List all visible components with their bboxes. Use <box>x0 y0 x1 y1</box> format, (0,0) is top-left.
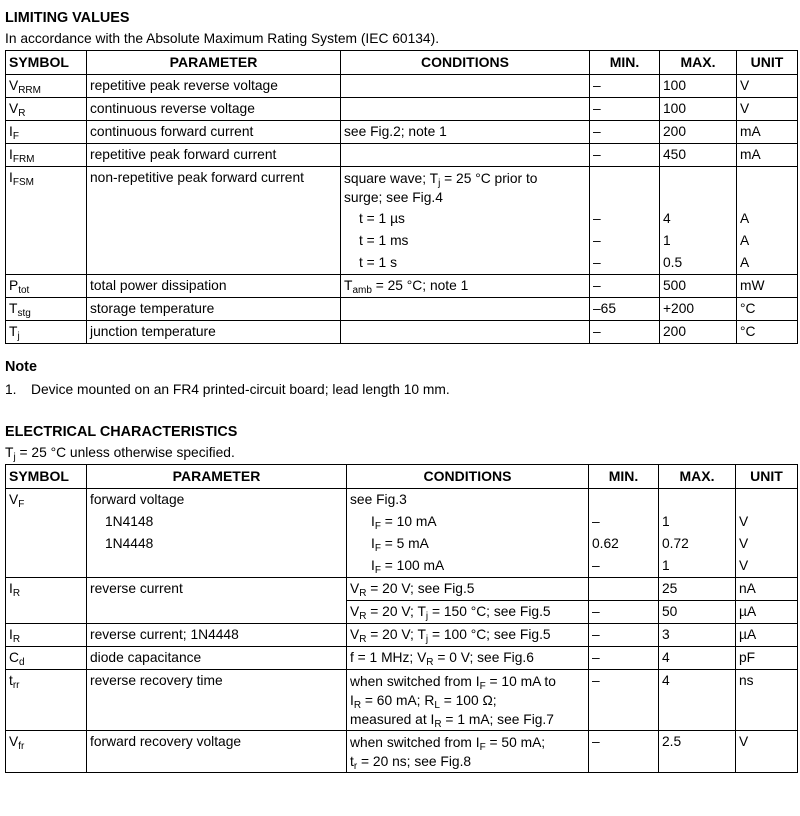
table-row <box>6 731 798 773</box>
unit-cell: µA <box>736 624 798 647</box>
min-cell: – <box>589 670 659 731</box>
unit-cell: ns <box>736 670 798 731</box>
note-text: 1. Device mounted on an FR4 printed-circuit board; lead length 10 mm. <box>5 382 450 397</box>
conditions-cell: when switched from $I_F = 10$ mA to $I_R = 60$ mA; $R_L = 100$ Ω; measured at $I_R = 1$ mA; see Fig.7 <box>347 670 589 731</box>
parameter-cell: reverse current <box>87 578 347 601</box>
symbol-cell: $I_{FSM}$ <box>6 167 87 209</box>
conditions-cell <box>341 98 590 121</box>
parameter-cell: forward voltage <box>87 489 347 512</box>
unit-cell: pF <box>736 647 798 670</box>
min-cell <box>590 167 660 209</box>
parameter-cell: repetitive peak forward current <box>87 144 341 167</box>
col-min: MIN. <box>589 465 659 489</box>
table-row <box>6 98 798 121</box>
electrical-title: ELECTRICAL CHARACTERISTICS <box>5 424 238 440</box>
max-cell: 25 <box>659 578 736 601</box>
max-cell: 1 <box>660 230 737 252</box>
unit-cell: µA <box>736 601 798 624</box>
symbol-cell: $V_{RRM}$ <box>6 75 87 98</box>
table-row <box>6 601 798 624</box>
table-row <box>6 208 798 230</box>
conditions-cell <box>341 75 590 98</box>
conditions-cell: t = 1 s <box>341 252 590 275</box>
min-cell: – <box>589 647 659 670</box>
max-cell: 4 <box>659 647 736 670</box>
unit-cell: mW <box>737 275 798 298</box>
col-unit: UNIT <box>737 51 798 75</box>
symbol-cell: $T_j$ <box>6 321 87 344</box>
col-symbol: SYMBOL <box>6 465 87 489</box>
conditions-cell: $V_R = 20$ V; see Fig.5 <box>347 578 589 601</box>
symbol-cell: $I_R$ <box>6 624 87 647</box>
max-cell: 3 <box>659 624 736 647</box>
col-parameter: PARAMETER <box>87 51 341 75</box>
table-row <box>6 75 798 98</box>
symbol-cell: $T_{stg}$ <box>6 298 87 321</box>
col-symbol: SYMBOL <box>6 51 87 75</box>
unit-cell: V <box>736 533 798 555</box>
max-cell: 0.5 <box>660 252 737 275</box>
table-header-row <box>6 51 798 75</box>
symbol-cell: $P_{tot}$ <box>6 275 87 298</box>
col-max: MAX. <box>659 465 736 489</box>
table-row <box>6 533 798 555</box>
col-parameter: PARAMETER <box>87 465 347 489</box>
conditions-cell: see Fig.3 <box>347 489 589 512</box>
conditions-cell: $I_F = 10$ mA <box>347 511 589 533</box>
max-cell: 1 <box>659 555 736 578</box>
max-cell: 50 <box>659 601 736 624</box>
conditions-cell: f = 1 MHz; $V_R = 0$ V; see Fig.6 <box>347 647 589 670</box>
max-cell: 200 <box>660 121 737 144</box>
col-conditions: CONDITIONS <box>341 51 590 75</box>
max-cell: 500 <box>660 275 737 298</box>
table-row <box>6 555 798 578</box>
max-cell: 2.5 <box>659 731 736 773</box>
symbol-cell: $I_F$ <box>6 121 87 144</box>
col-unit: UNIT <box>736 465 798 489</box>
table-row <box>6 511 798 533</box>
note-title: Note <box>5 359 37 375</box>
parameter-cell: 1N4448 <box>87 533 347 555</box>
conditions-cell: t = 1 µs <box>341 208 590 230</box>
min-cell: –65 <box>590 298 660 321</box>
max-cell <box>660 167 737 209</box>
table-row <box>6 670 798 731</box>
unit-cell: A <box>737 208 798 230</box>
table-row <box>6 578 798 601</box>
min-cell: – <box>589 511 659 533</box>
table-row <box>6 298 798 321</box>
conditions-cell <box>341 144 590 167</box>
max-cell: 0.72 <box>659 533 736 555</box>
symbol-cell: $I_R$ <box>6 578 87 601</box>
min-cell: 0.62 <box>589 533 659 555</box>
min-cell: – <box>590 144 660 167</box>
min-cell <box>589 578 659 601</box>
table-row <box>6 275 798 298</box>
max-cell: 450 <box>660 144 737 167</box>
table-row <box>6 624 798 647</box>
unit-cell: V <box>736 511 798 533</box>
symbol-cell: $I_{FRM}$ <box>6 144 87 167</box>
parameter-cell: repetitive peak reverse voltage <box>87 75 341 98</box>
min-cell: – <box>589 731 659 773</box>
min-cell: – <box>590 275 660 298</box>
max-cell: 100 <box>660 98 737 121</box>
table-row <box>6 252 798 275</box>
table-row <box>6 489 798 512</box>
max-cell: 4 <box>659 670 736 731</box>
conditions-cell: square wave; $T_j = 25$ °C prior to surge; see Fig.4 <box>341 167 590 209</box>
conditions-cell <box>341 321 590 344</box>
col-conditions: CONDITIONS <box>347 465 589 489</box>
min-cell: – <box>590 121 660 144</box>
max-cell: 4 <box>660 208 737 230</box>
unit-cell: A <box>737 252 798 275</box>
parameter-cell: 1N4148 <box>87 511 347 533</box>
electrical-subtitle: $T_j = 25$ °C unless otherwise specified. <box>5 445 235 463</box>
table-row <box>6 321 798 344</box>
symbol-cell: $t_{rr}$ <box>6 670 87 731</box>
unit-cell: V <box>737 98 798 121</box>
table-row <box>6 647 798 670</box>
min-cell: – <box>590 252 660 275</box>
conditions-cell: $V_R = 20$ V; $T_j = 100$ °C; see Fig.5 <box>347 624 589 647</box>
symbol-cell: $V_R$ <box>6 98 87 121</box>
unit-cell: A <box>737 230 798 252</box>
parameter-cell: diode capacitance <box>87 647 347 670</box>
max-cell: 1 <box>659 511 736 533</box>
unit-cell: V <box>737 75 798 98</box>
unit-cell: mA <box>737 144 798 167</box>
parameter-cell: reverse recovery time <box>87 670 347 731</box>
table-header-row <box>6 465 798 489</box>
unit-cell: V <box>736 555 798 578</box>
limiting-values-table <box>5 50 798 344</box>
datasheet-page <box>5 10 797 773</box>
min-cell: – <box>589 555 659 578</box>
conditions-cell: $I_F = 100$ mA <box>347 555 589 578</box>
col-min: MIN. <box>590 51 660 75</box>
conditions-cell <box>341 298 590 321</box>
conditions-cell: $T_{amb} = 25$ °C; note 1 <box>341 275 590 298</box>
parameter-cell: non-repetitive peak forward current <box>87 167 341 209</box>
min-cell: – <box>590 75 660 98</box>
max-cell: 200 <box>660 321 737 344</box>
limiting-values-subtitle: In accordance with the Absolute Maximum Rating System (IEC 60134). <box>5 31 440 46</box>
parameter-cell: storage temperature <box>87 298 341 321</box>
conditions-cell: see Fig.2; note 1 <box>341 121 590 144</box>
symbol-cell: $V_F$ <box>6 489 87 512</box>
unit-cell: °C <box>737 298 798 321</box>
unit-cell: V <box>736 731 798 773</box>
parameter-cell: continuous forward current <box>87 121 341 144</box>
conditions-cell: $I_F = 5$ mA <box>347 533 589 555</box>
parameter-cell: reverse current; 1N4448 <box>87 624 347 647</box>
unit-cell: mA <box>737 121 798 144</box>
min-cell: – <box>590 321 660 344</box>
max-cell: +200 <box>660 298 737 321</box>
unit-cell: nA <box>736 578 798 601</box>
unit-cell: °C <box>737 321 798 344</box>
col-max: MAX. <box>660 51 737 75</box>
conditions-cell: t = 1 ms <box>341 230 590 252</box>
parameter-cell: forward recovery voltage <box>87 731 347 773</box>
table-row <box>6 121 798 144</box>
min-cell: – <box>589 601 659 624</box>
min-cell: – <box>590 98 660 121</box>
parameter-cell: junction temperature <box>87 321 341 344</box>
max-cell: 100 <box>660 75 737 98</box>
min-cell: – <box>590 230 660 252</box>
parameter-cell: continuous reverse voltage <box>87 98 341 121</box>
unit-cell <box>737 167 798 209</box>
min-cell: – <box>589 624 659 647</box>
table-row <box>6 144 798 167</box>
table-row <box>6 230 798 252</box>
symbol-cell: $C_d$ <box>6 647 87 670</box>
min-cell: – <box>590 208 660 230</box>
conditions-cell: when switched from $I_F = 50$ mA; $t_r = 20$ ns; see Fig.8 <box>347 731 589 773</box>
conditions-cell: $V_R = 20$ V; $T_j = 150$ °C; see Fig.5 <box>347 601 589 624</box>
parameter-cell: total power dissipation <box>87 275 341 298</box>
electrical-characteristics-table <box>5 464 798 773</box>
symbol-cell: $V_{fr}$ <box>6 731 87 773</box>
limiting-values-title: LIMITING VALUES <box>5 10 130 26</box>
table-row <box>6 167 798 209</box>
